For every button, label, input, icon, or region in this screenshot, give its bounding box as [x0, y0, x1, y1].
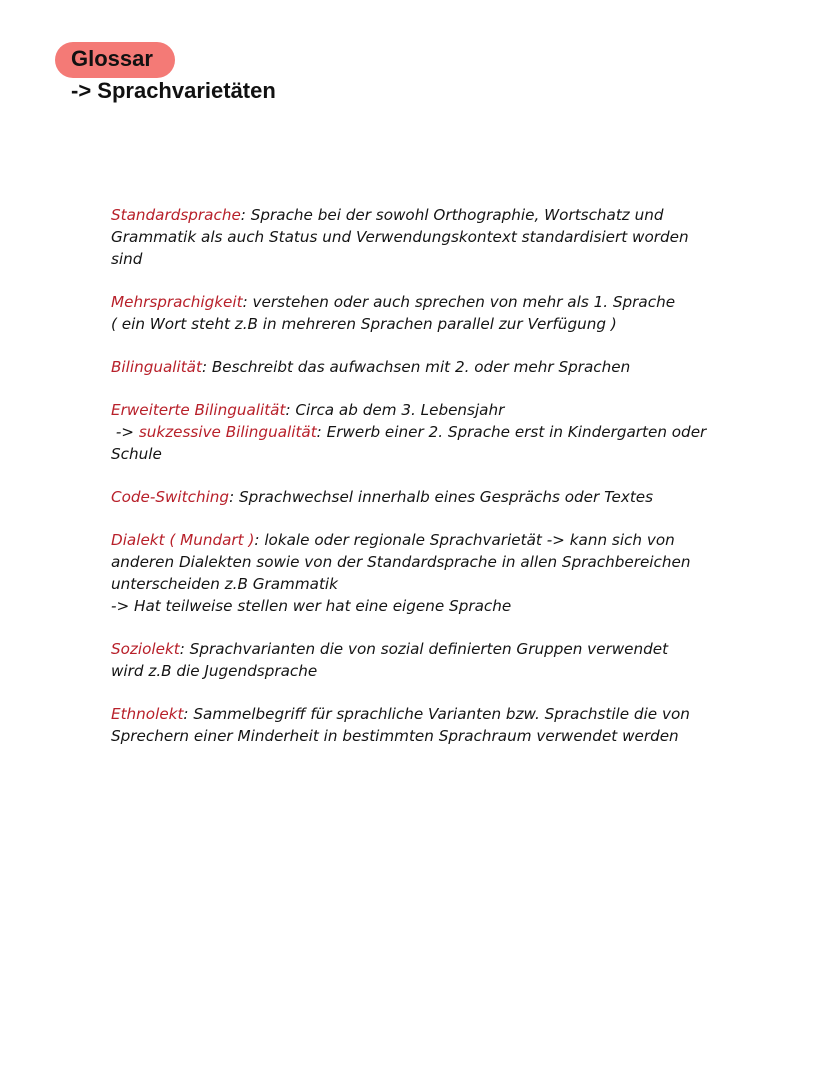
entry-first-line [111, 703, 731, 725]
glossary-definition-line: wird z.B die Jugendsprache [111, 662, 318, 680]
document-header [55, 42, 276, 104]
glossary-term: Erweiterte Bilingualität [111, 401, 286, 419]
glossary-definition-line: -> Hat teilweise stellen wer hat eine eigene Sprache [111, 597, 512, 615]
glossary-definition-line: sind [111, 250, 143, 268]
glossary-entry-dialekt [111, 529, 731, 617]
glossary-entry-bilingualitaet [111, 356, 731, 378]
glossary-term: Ethnolekt [111, 705, 184, 723]
glossary-definition: : Circa ab dem 3. Lebensjahr [285, 401, 505, 419]
glossary-definition-line: ( ein Wort steht z.B in mehreren Sprachen parallel zur Verfügung ) [111, 315, 617, 333]
glossary-definition: : Sammelbegriff für sprachliche Varianten bzw. Sprachstile die von [183, 705, 690, 723]
glossary-definition: : Beschreibt das aufwachsen mit 2. oder mehr Sprachen [201, 358, 631, 376]
entry-first-line [111, 204, 731, 226]
page-subtitle: -> Sprachvarietäten [71, 78, 276, 103]
glossary-sub-term: sukzessive Bilingualität [138, 423, 317, 441]
entry-first-line [111, 638, 731, 660]
entry-first-line [111, 486, 731, 508]
glossary-definition: : Sprachvarianten die von sozial definierten Gruppen verwendet [179, 640, 669, 658]
glossary-entry-erweiterte-bilingualitaet [111, 399, 731, 465]
glossary-definition-line: unterscheiden z.B Grammatik [111, 575, 338, 593]
glossary-list [111, 204, 731, 768]
arrow-prefix: -> [111, 423, 139, 441]
glossary-definition-line: anderen Dialekten sowie von der Standardsprache in allen Sprachbereichen [111, 553, 691, 571]
glossary-definition: : Sprache bei der sowohl Orthographie, Wortschatz und [240, 206, 664, 224]
glossary-definition: : Erwerb einer 2. Sprache erst in Kindergarten oder [316, 423, 707, 441]
glossar-badge: Glossar [55, 42, 175, 78]
glossary-term: Standardsprache [111, 206, 241, 224]
glossary-term: Dialekt ( Mundart ) [111, 531, 255, 549]
glossary-entry-standardsprache [111, 204, 731, 270]
glossary-entry-ethnolekt [111, 703, 731, 747]
glossary-entry-soziolekt [111, 638, 731, 682]
entry-sub-line [111, 421, 731, 443]
glossary-definition-line: Grammatik als auch Status und Verwendungskontext standardisiert worden [111, 228, 689, 246]
entry-first-line [111, 529, 731, 551]
glossary-term: Mehrsprachigkeit [111, 293, 243, 311]
glossary-term: Code-Switching [111, 488, 230, 506]
glossary-term: Bilingualität [111, 358, 202, 376]
glossary-term: Soziolekt [111, 640, 180, 658]
glossary-definition: : lokale oder regionale Sprachvarietät -> kann sich von [254, 531, 675, 549]
glossary-definition-line: Schule [111, 445, 162, 463]
entry-first-line [111, 399, 731, 421]
glossary-entry-code-switching [111, 486, 731, 508]
glossary-definition-line: Sprechern einer Minderheit in bestimmten Sprachraum verwendet werden [111, 727, 679, 745]
glossary-entry-mehrsprachigkeit [111, 291, 731, 335]
glossary-definition: : verstehen oder auch sprechen von mehr als 1. Sprache [242, 293, 676, 311]
entry-first-line [111, 356, 731, 378]
entry-first-line [111, 291, 731, 313]
glossary-definition: : Sprachwechsel innerhalb eines Gesprächs oder Textes [229, 488, 654, 506]
